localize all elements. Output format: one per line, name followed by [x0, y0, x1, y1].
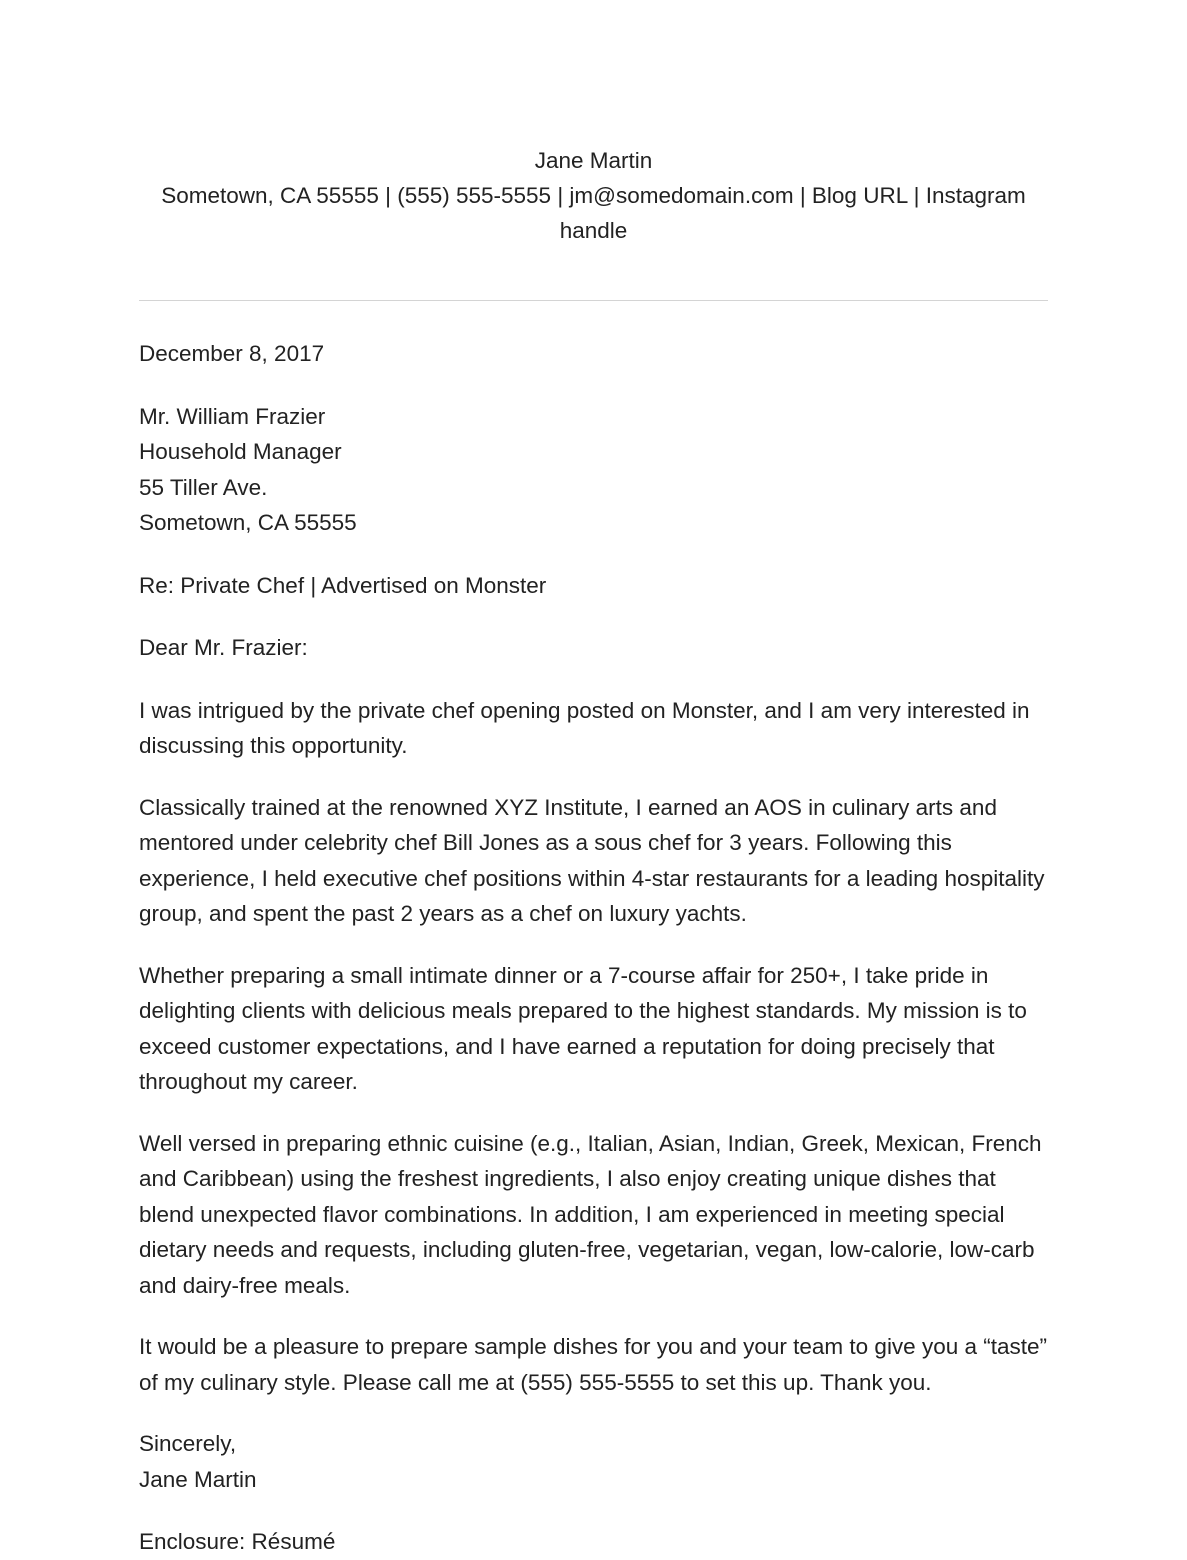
- recipient-street: 55 Tiller Ave.: [139, 474, 268, 500]
- body-paragraph-5: It would be a pleasure to prepare sample dishes for you and your team to give you a “taste” of my culinary style. Please call me at (555) 555-5555 to set this up. Thank you.: [139, 1334, 1048, 1395]
- subject-line: Re: Private Chef | Advertised on Monster: [139, 572, 547, 598]
- letter-body: [139, 309, 1048, 1560]
- closing-salutation: Sincerely,: [139, 1431, 237, 1456]
- signature-block: [139, 1426, 1048, 1497]
- recipient-city-state-zip: Sometown, CA 55555: [139, 510, 357, 535]
- recipient-name: Mr. William Frazier: [139, 403, 326, 429]
- recipient-title: Household Manager: [139, 439, 342, 464]
- body-paragraph-3: Whether preparing a small intimate dinner or a 7-course affair for 250+, I take pride in delighting clients with delicious meals prepared to the highest standards. My mission is to exceed customer expectations, and I have earned a reputation for doing precisely that throughout my career.: [139, 962, 1027, 1094]
- letterhead-contact-line: Sometown, CA 55555 | (555) 555-5555 | jm@somedomain.com | Blog URL | Instagram handle: [161, 183, 1026, 243]
- letter-content-column: [139, 0, 1048, 1560]
- signature-name: Jane Martin: [139, 1466, 257, 1492]
- enclosure-note: Enclosure: Résumé: [139, 1529, 336, 1554]
- body-paragraph-4: Well versed in preparing ethnic cuisine (e.g., Italian, Asian, Indian, Greek, Mexican, French and Caribbean) using the freshest ingredients, I also enjoy creating unique dishes that blend unexpected flavor combinations. In addition, I am experienced in meeting special dietary needs and requests, including gluten-free, vegetarian, vegan, low-calorie, low-carb and dairy-free meals.: [139, 1130, 1042, 1298]
- recipient-address-block: [139, 399, 1048, 541]
- body-paragraph-1: I was intrigued by the private chef opening posted on Monster, and I am very interested in discussing this opportunity.: [139, 697, 1030, 758]
- letterhead-divider: [139, 300, 1048, 301]
- body-paragraph-2: Classically trained at the renowned XYZ Institute, I earned an AOS in culinary arts and mentored under celebrity chef Bill Jones as a sous chef for 3 years. Following this experience, I held executive chef positions within 4-star restaurants for a leading hospitality group, and spent the past 2 years as a chef on luxury yachts.: [139, 794, 1045, 926]
- salutation: Dear Mr. Frazier:: [139, 635, 308, 660]
- letter-date: December 8, 2017: [139, 341, 325, 366]
- letterhead: [139, 0, 1048, 248]
- letterhead-name: Jane Martin: [534, 148, 653, 173]
